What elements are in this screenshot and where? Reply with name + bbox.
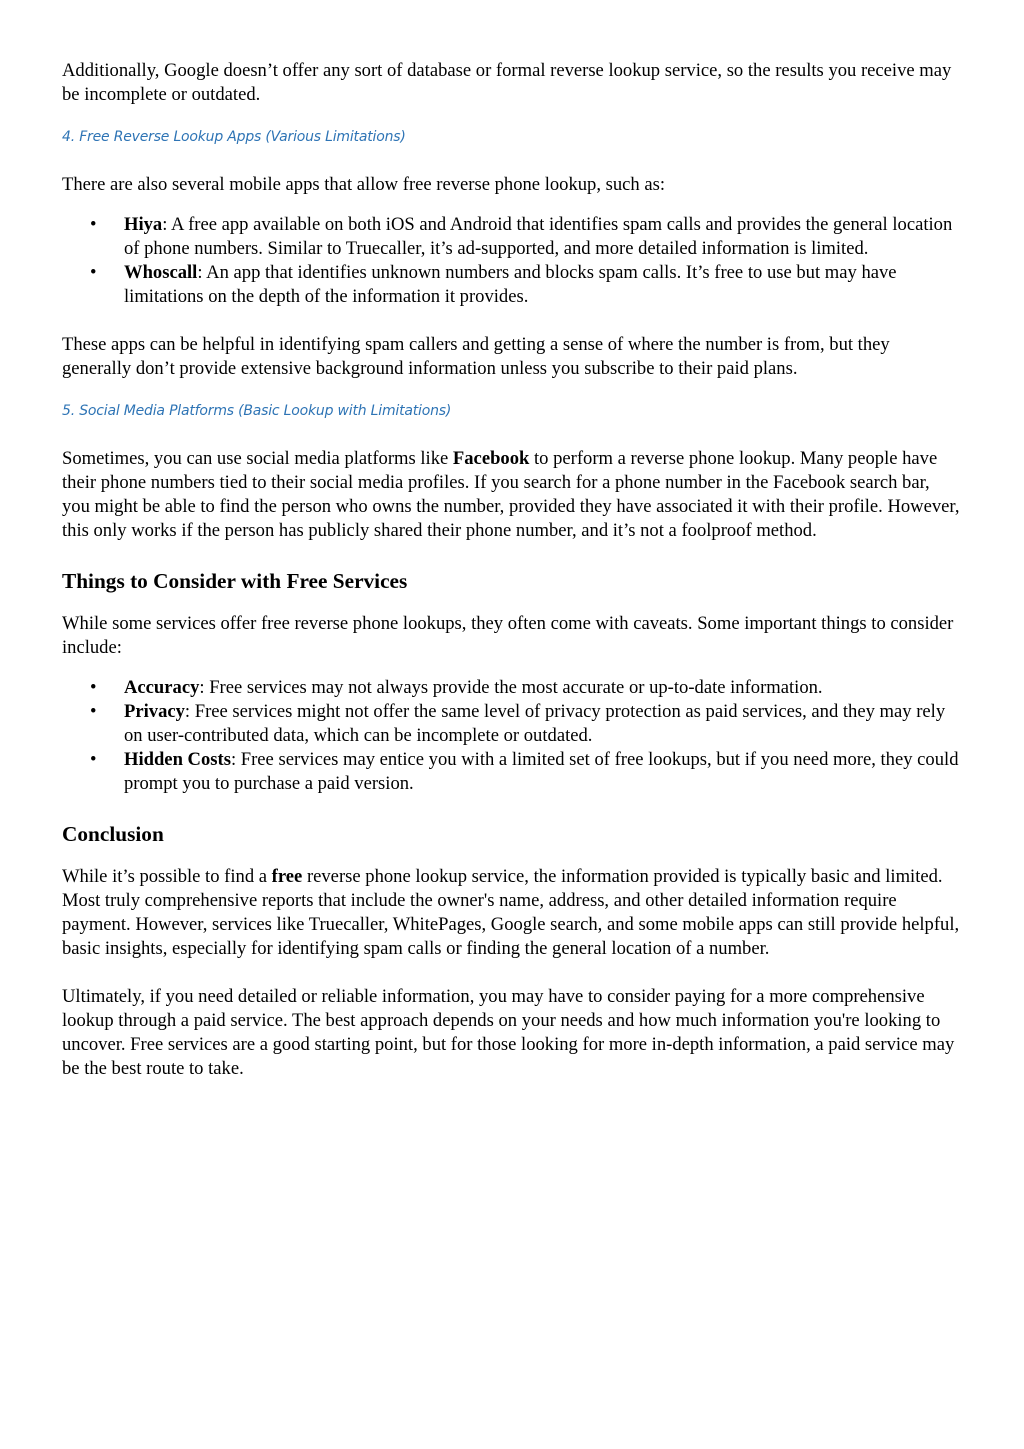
list-item-accuracy: [62, 676, 962, 700]
apps-list: [62, 213, 962, 309]
consideration-description: : Free services may entice you with a limited set of free lookups, but if you need more, they could prompt you to purchase a paid version.: [124, 749, 959, 794]
list-item-privacy: [62, 700, 962, 748]
heading-things-to-consider: Things to Consider with Free Services: [62, 569, 408, 593]
heading-conclusion: Conclusion: [62, 822, 164, 846]
text-run: reverse phone lookup service, the information provided is typically basic and limited. Most truly comprehensive reports that include the owner's name, address, and other detailed information require payment. However, services like Truecaller, WhitePages, Google search, and some mobile apps can still provide helpful, basic insights, especially for identifying spam calls or finding the general location of a number.: [62, 866, 960, 959]
consideration-name: Privacy: [124, 701, 185, 722]
subheading-social-media: 5. Social Media Platforms (Basic Lookup with Limitations): [62, 403, 452, 419]
consideration-name: Hidden Costs: [124, 749, 231, 770]
consideration-description: : Free services might not offer the same level of privacy protection as paid services, and they may rely on user-contributed data, which can be incomplete or outdated.: [124, 701, 946, 746]
consideration-name: Accuracy: [124, 677, 200, 698]
paragraph-apps-summary: These apps can be helpful in identifying spam callers and getting a sense of where the number is from, but they generally don’t provide extensive background information unless you subscribe to their paid plans.: [62, 334, 890, 379]
app-description: : An app that identifies unknown numbers and blocks spam calls. It’s free to use but may have limitations on the depth of the information it provides.: [124, 262, 897, 307]
bold-facebook: Facebook: [452, 448, 530, 469]
document-page: [62, 59, 962, 1081]
text-run: Sometimes, you can use social media platforms like: [62, 448, 453, 469]
app-name: Whoscall: [124, 262, 198, 283]
text-run: While it’s possible to find a: [62, 866, 272, 887]
list-item-hiya: [62, 213, 962, 261]
paragraph-social-media: [62, 447, 962, 543]
considerations-list: [62, 676, 962, 796]
text-run: to perform a reverse phone lookup. Many people have their phone numbers tied to their social media profiles. If you search for a phone number in the Facebook search bar, you might be able to find the person who owns the number, provided they have associated it with their profile. However, this only works if the person has publicly shared their phone number, and it’s not a foolproof method.: [62, 448, 960, 541]
paragraph-conclusion-2: Ultimately, if you need detailed or reliable information, you may have to consider paying for a more comprehensive lookup through a paid service. The best approach depends on your needs and how much information you're looking to uncover. Free services are a good starting point, but for those looking for more in-depth information, a paid service may be the best route to take.: [62, 986, 955, 1079]
list-item-hidden-costs: [62, 748, 962, 796]
app-name: Hiya: [124, 214, 163, 235]
bullet-icon: •: [90, 677, 97, 698]
subheading-free-apps: 4. Free Reverse Lookup Apps (Various Limitations): [62, 129, 406, 145]
list-item-whoscall: [62, 261, 962, 309]
app-description: : A free app available on both iOS and Android that identifies spam calls and provides the general location of phone numbers. Similar to Truecaller, it’s ad-supported, and more detailed information is limited.: [124, 214, 953, 259]
paragraph-google-limitations: Additionally, Google doesn’t offer any sort of database or formal reverse lookup service, so the results you receive may be incomplete or outdated.: [62, 60, 952, 105]
bullet-icon: •: [90, 262, 97, 283]
paragraph-caveats-intro: While some services offer free reverse phone lookups, they often come with caveats. Some important things to consider include:: [62, 613, 954, 658]
bullet-icon: •: [90, 749, 97, 770]
bullet-icon: •: [90, 214, 97, 235]
bold-free: free: [271, 866, 303, 887]
paragraph-apps-intro: There are also several mobile apps that allow free reverse phone lookup, such as:: [62, 174, 666, 195]
bullet-icon: •: [90, 701, 97, 722]
paragraph-conclusion-1: [62, 865, 962, 961]
consideration-description: : Free services may not always provide the most accurate or up-to-date information.: [199, 677, 823, 698]
